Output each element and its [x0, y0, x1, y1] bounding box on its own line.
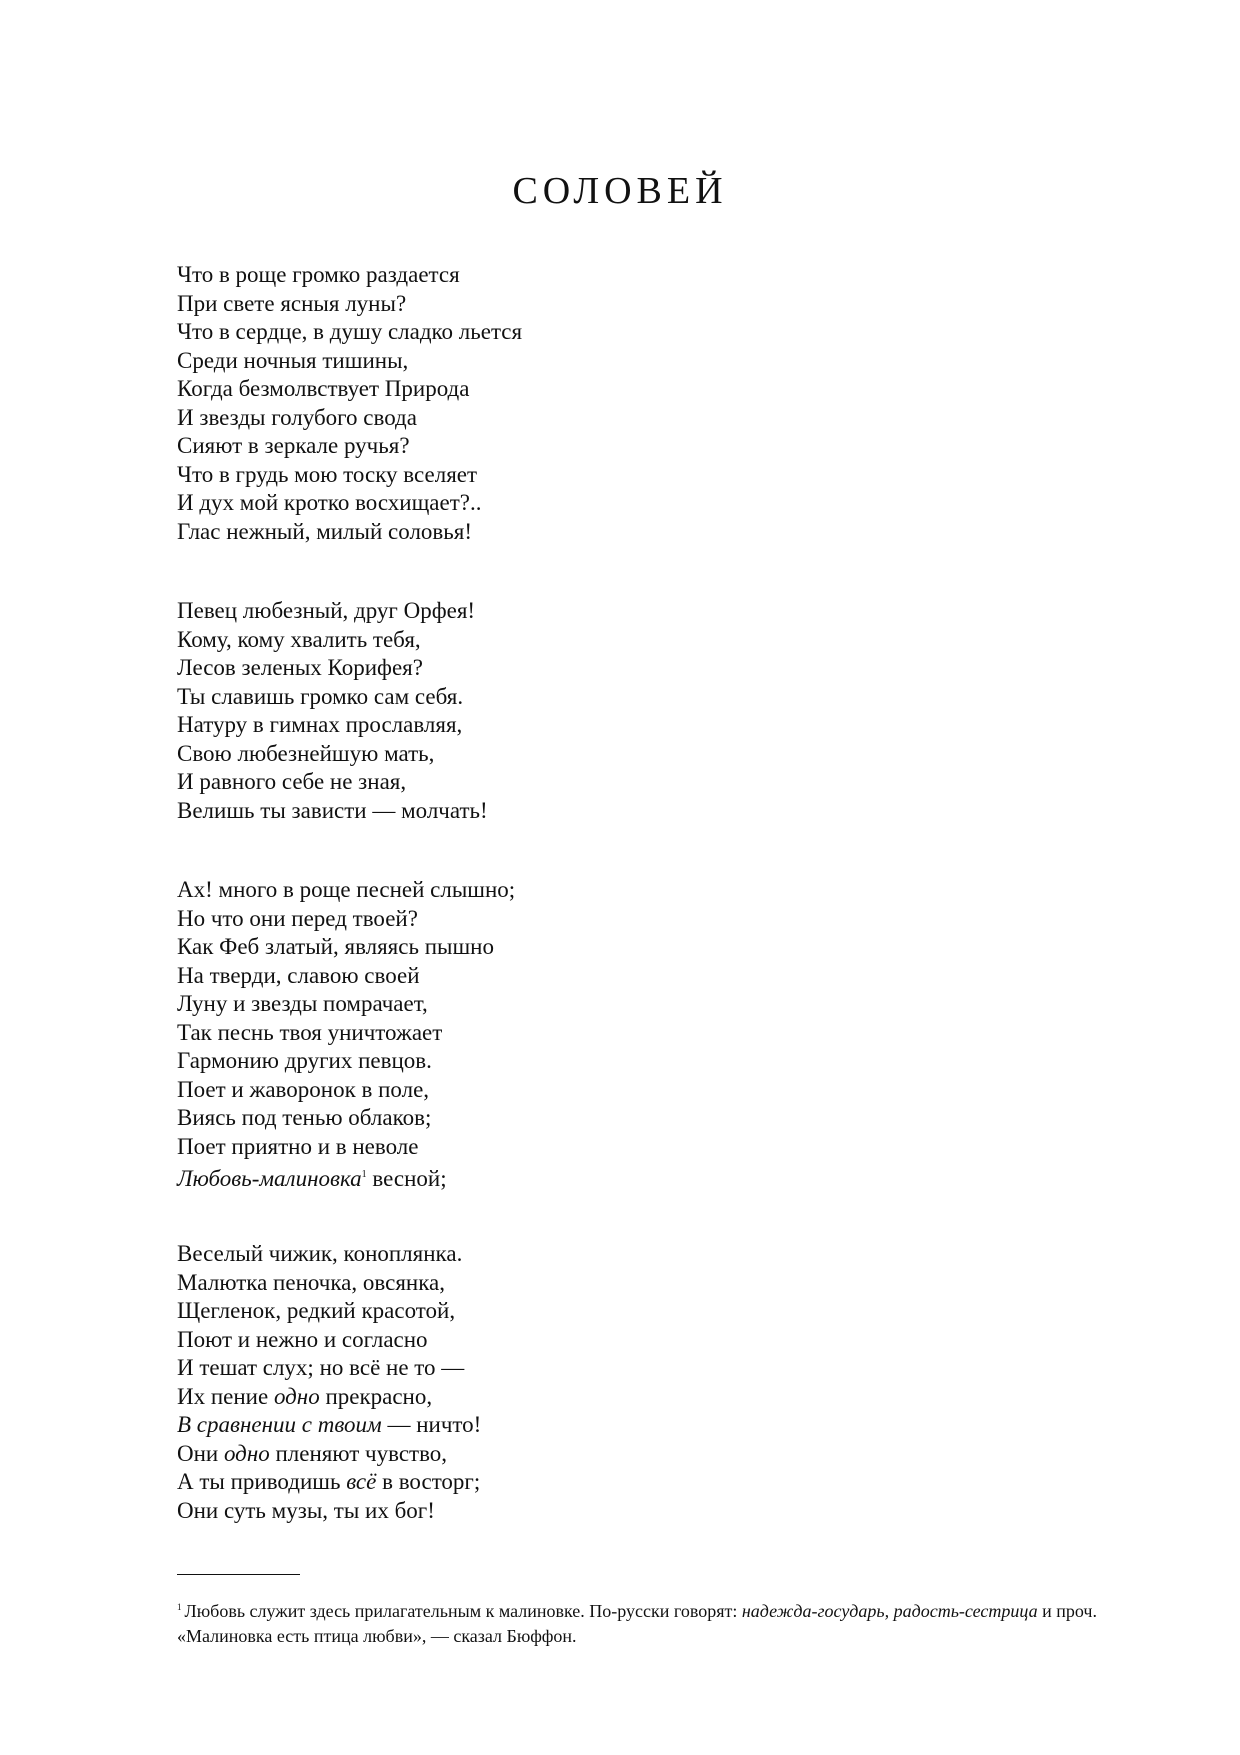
poem-line	[177, 1468, 481, 1497]
italic-text: одно	[223, 1440, 270, 1466]
poem-line: Поют и нежно и согласно	[177, 1326, 428, 1352]
line-text: в восторг;	[376, 1469, 481, 1494]
italic-text: Любовь-малиновка	[177, 1166, 362, 1191]
line-text: Они	[177, 1440, 224, 1466]
poem-line: Среди ночныя тишины,	[177, 347, 409, 373]
poem-line: Поет и жаворонок в поле,	[177, 1076, 430, 1102]
stanza-4	[177, 1240, 481, 1525]
footnote-number: 1	[177, 1602, 182, 1612]
poem-line: Кому, кому хвалить тебя,	[177, 626, 421, 652]
poem-line: Что в грудь мою тоску вселяет	[177, 461, 478, 487]
poem-line: И тешат слух; но всё не то —	[177, 1355, 465, 1380]
poem-line: Ах! много в роще песней слышно;	[177, 877, 516, 902]
poem-line	[177, 1440, 481, 1469]
poem-line	[177, 1411, 481, 1440]
poem-line: Свою любезнейшую мать,	[177, 740, 435, 766]
poem-line: При свете ясныя луны?	[177, 290, 407, 316]
poem-line: Так песнь твоя уничтожает	[177, 1019, 443, 1045]
poem-line: Глас нежный, милый соловья!	[177, 518, 473, 544]
poem-line: Щегленок, редкий красотой,	[177, 1298, 456, 1323]
poem-line: Когда безмолвствует Природа	[177, 376, 470, 401]
poem-line: Виясь под тенью облаков;	[177, 1105, 432, 1130]
poem-line: Натуру в гимнах прославляя,	[177, 712, 463, 737]
poem-line: Певец любезный, друг Орфея!	[177, 598, 476, 623]
poem-line: Велишь ты зависти — молчать!	[177, 797, 488, 823]
footnote-text: и проч. «Малиновка есть птица любви», — сказал Бюффон.	[177, 1601, 1097, 1646]
stanza-3	[177, 876, 515, 1194]
poem-line: Как Феб златый, являясь пышно	[177, 934, 494, 959]
poem-line: На тверди, славою своей	[177, 962, 420, 988]
footnote-marker: 1	[361, 1169, 367, 1180]
poem-line: И равного себе не зная,	[177, 769, 407, 794]
footnote-italic-text: надежда-государь, радость-сестрица	[741, 1601, 1038, 1621]
line-text: Их пение	[177, 1383, 274, 1409]
poem-line: Они суть музы, ты их бог!	[177, 1497, 435, 1523]
italic-text: одно	[273, 1383, 320, 1409]
line-text: А ты приводишь	[177, 1469, 347, 1494]
poem-title: СОЛОВЕЙ	[512, 170, 728, 212]
poem-line: И звезды голубого свода	[177, 404, 417, 430]
poem-line	[177, 1383, 481, 1412]
stanza-1	[177, 261, 522, 546]
stanza-2	[177, 597, 488, 825]
poem-line	[177, 1161, 515, 1194]
poem-line: Что в сердце, в душу сладко льется	[177, 319, 523, 344]
line-text: пленяют чувство,	[269, 1440, 448, 1466]
footnote-divider	[177, 1574, 300, 1575]
poem-line: Лесов зеленых Корифея?	[177, 655, 423, 680]
poem-line: Поет приятно и в неволе	[177, 1133, 419, 1159]
poem-line: Луну и звезды помрачает,	[177, 991, 428, 1016]
line-text: прекрасно,	[319, 1383, 433, 1409]
poem-line: Но что они перед твоей?	[177, 905, 418, 931]
line-text: весной;	[366, 1166, 447, 1191]
poem-line: Малютка пеночка, овсянка,	[177, 1269, 445, 1295]
poem-line: И дух мой кротко восхищает?..	[177, 490, 482, 515]
poem-line: Веселый чижик, коноплянка.	[177, 1241, 463, 1266]
italic-text: В сравнении с твоим	[177, 1412, 382, 1437]
poem-line: Что в роще громко раздается	[177, 262, 460, 287]
line-text: — ничто!	[381, 1412, 482, 1437]
footnote	[177, 1595, 1097, 1649]
italic-text: всё	[346, 1469, 377, 1494]
poem-line: Ты славишь громко сам себя.	[177, 683, 464, 709]
poem-line: Гармонию других певцов.	[177, 1048, 432, 1073]
poem-line: Сияют в зеркале ручья?	[177, 433, 410, 458]
footnote-text: Любовь служит здесь прилагательным к малиновке. По-русски говорят:	[184, 1601, 742, 1621]
